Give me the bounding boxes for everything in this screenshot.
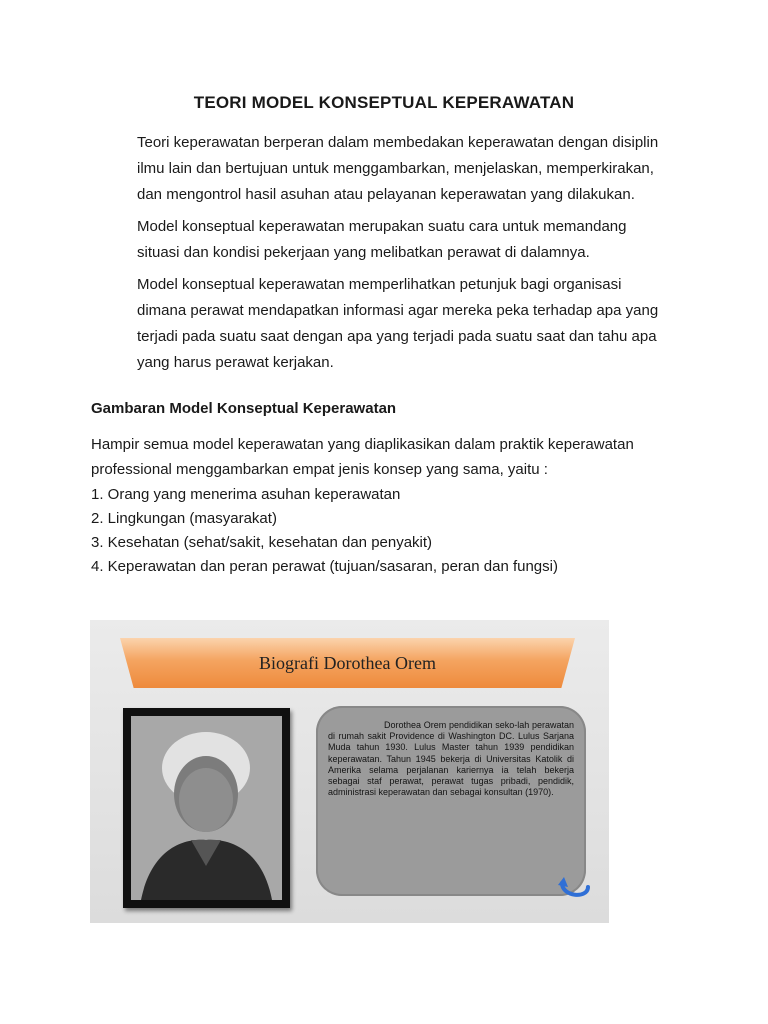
- intro-paragraph: Hampir semua model keperawatan yang diaplikasikan dalam praktik keperawatan professional menggambarkan empat jenis konsep yang sama, yaitu :: [91, 436, 634, 478]
- bullet-list: [110, 130, 670, 382]
- biography-callout: [316, 706, 586, 896]
- list-item: 1. Orang yang menerima asuhan keperawatan: [91, 486, 401, 503]
- embedded-slide-image: [90, 620, 609, 923]
- bullet-text: Teori keperawatan berperan dalam membedakan keperawatan dengan disiplin ilmu lain dan bertujuan untuk menggambarkan, menjelaskan, memperkirakan, dan mengontrol hasil asuhan atau pelayanan keperawatan yang dilakukan.: [137, 134, 659, 203]
- banner-title: Biografi Dorothea Orem: [259, 653, 436, 673]
- numbered-list: [91, 483, 691, 579]
- portrait-photo: [131, 716, 282, 900]
- bullet-glyph: [110, 214, 137, 266]
- list-item: 3. Kesehatan (sehat/sakit, kesehatan dan penyakit): [91, 534, 433, 551]
- bullet-item: [110, 214, 670, 266]
- list-item: 4. Keperawatan dan peran perawat (tujuan/sasaran, peran dan fungsi): [91, 558, 558, 575]
- biography-text: Dorothea Orem pendidikan seko-lah perawatan di rumah sakit Providence di Washington DC. Lulus Sarjana Muda tahun 1930. Lulus Master tahun 1939 pendidikan keperawatan. Tahun 1945 bekerja di Universitas Katolik di Amerika selama perjalanan kariernya ia telah bekerja sebagai staf perawat, perawat tugas pribadi, pendidik, administrasi keperawatan dan sebagai konsultan (1970).: [328, 720, 574, 798]
- bullet-glyph: [110, 130, 137, 208]
- bullet-text: Model konseptual keperawatan memperlihatkan petunjuk bagi organisasi dimana perawat mendapatkan informasi agar mereka peka terhadap apa yang terjadi pada suatu saat dengan apa yang terjadi pada suatu saat dan tahu apa yang harus perawat kerjakan.: [137, 276, 659, 371]
- bullet-glyph: [110, 272, 137, 376]
- bullet-text: Model konseptual keperawatan merupakan suatu cara untuk memandang situasi dan kondisi pekerjaan yang melibatkan perawat di dalamnya.: [137, 218, 627, 261]
- back-arrow-icon[interactable]: [558, 875, 592, 905]
- bullet-item: [110, 130, 670, 208]
- page-title: TEORI MODEL KONSEPTUAL KEPERAWATAN: [193, 93, 575, 112]
- portrait-frame: [123, 708, 290, 908]
- slide-banner: [120, 638, 575, 688]
- bullet-item: [110, 272, 670, 376]
- portrait-illustration: [131, 716, 282, 900]
- list-item: 2. Lingkungan (masyarakat): [91, 510, 277, 527]
- section-heading: Gambaran Model Konseptual Keperawatan: [91, 400, 397, 417]
